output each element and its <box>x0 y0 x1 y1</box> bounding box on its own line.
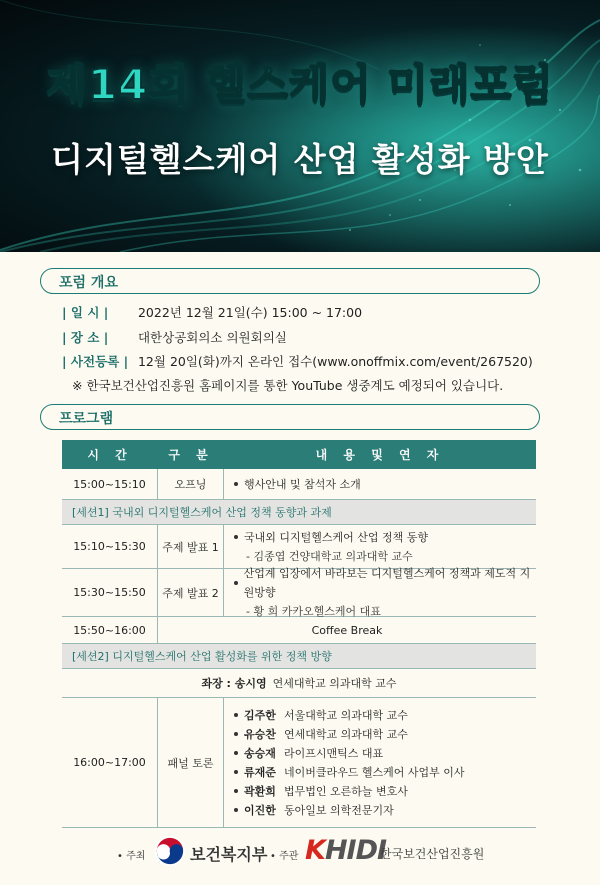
bullet-icon <box>234 482 238 486</box>
talk2-title: 산업계 입장에서 바라보는 디지털헬스케어 정책과 제도적 지원방향 <box>243 567 531 599</box>
panel-member-affiliation: 연세대학교 의과대학 교수 <box>284 727 408 741</box>
forum-title: 제14회 헬스케어 미래포럼 <box>46 60 554 109</box>
chair-label: 좌장 : 송시영 <box>201 677 267 690</box>
footer-organizers <box>0 822 600 885</box>
khidi-logo-k: K <box>305 835 325 866</box>
panel-member-name: 유승찬 <box>244 727 276 741</box>
panel-member <box>234 801 394 820</box>
banner-wave-graphic <box>0 0 600 252</box>
ministry-emblem-icon <box>154 835 186 867</box>
column-header-content: 내 용 및 연 자 <box>315 448 445 462</box>
bullet-icon <box>234 535 238 539</box>
bullet-icon <box>234 770 238 774</box>
panel-member-name: 김주한 <box>244 708 276 722</box>
break-content: Coffee Break <box>311 623 383 637</box>
panel-member <box>234 782 408 801</box>
organizer-label: • 주관 <box>270 851 299 862</box>
panel-member <box>234 763 465 782</box>
session1-title: [세션1] 국내외 디지털헬스케어 산업 정책 동향과 과제 <box>62 500 536 525</box>
bullet-icon <box>234 808 238 812</box>
overview-registration-value: 12월 20일(화)까지 온라인 접수(www.onoffmix.com/event/267520) <box>137 354 533 369</box>
session2-chair <box>62 669 536 698</box>
overview-heading: 포럼 개요 <box>59 275 118 291</box>
panel-member-name: 곽환희 <box>244 784 276 798</box>
chair-affiliation: 연세대학교 의과대학 교수 <box>272 677 397 690</box>
khidi-logo-rest: HIDI <box>324 835 387 866</box>
table-header <box>62 440 536 469</box>
opening-time: 15:00~15:10 <box>62 469 158 499</box>
talk1-type: 주제 발표 1 <box>158 525 224 568</box>
panel-members <box>224 698 536 827</box>
column-header-type: 구 분 <box>168 448 214 462</box>
panel-member <box>234 725 408 744</box>
talk2-type: 주제 발표 2 <box>158 569 224 616</box>
talk2-speaker: - 황 희 카카오헬스케어 대표 <box>246 605 381 618</box>
column-header-time: 시 간 <box>87 448 133 462</box>
panel-member-name: 류재준 <box>244 765 276 779</box>
panel-member-name: 송승재 <box>244 746 276 760</box>
break-time: 15:50~16:00 <box>62 617 158 643</box>
talk1-title: 국내외 디지털헬스케어 산업 정책 동향 <box>244 530 429 544</box>
program-heading-box <box>40 404 540 430</box>
forum-subtitle: 디지털헬스케어 산업 활성화 방안 <box>51 140 549 179</box>
bullet-icon <box>234 713 238 717</box>
opening-content: 행사안내 및 참석자 소개 <box>244 477 361 491</box>
panel-member-affiliation: 서울대학교 의과대학 교수 <box>284 708 408 722</box>
talk2-content-cell <box>224 569 536 616</box>
program-table <box>62 440 536 828</box>
overview-livestream-note: ※ 한국보건산업진흥원 홈페이지를 통한 YouTube 생중계도 예정되어 있습니다. <box>72 378 504 393</box>
table-row-panel <box>62 698 536 828</box>
session2-title: [세션2] 디지털헬스케어 산업 활성화를 위한 정책 방향 <box>62 644 536 669</box>
bullet-icon <box>234 732 238 736</box>
panel-member-name: 이진한 <box>244 803 276 817</box>
table-row-talk1 <box>62 525 536 569</box>
host-name: 보건복지부 <box>190 845 268 864</box>
overview-heading-box <box>40 268 540 294</box>
panel-time: 16:00~17:00 <box>62 698 158 827</box>
panel-member <box>234 744 383 763</box>
bullet-icon <box>234 581 238 585</box>
organizer-name: 한국보건산업진흥원 <box>380 847 485 861</box>
opening-type: 오프닝 <box>158 469 224 499</box>
header-banner <box>0 0 600 252</box>
overview-venue-label: | 장 소 | <box>62 330 109 345</box>
talk1-speaker: - 김종엽 건양대학교 의과대학 교수 <box>246 549 413 563</box>
talk1-content-cell <box>224 525 536 568</box>
panel-member-affiliation: 라이프시맨틱스 대표 <box>284 746 384 760</box>
panel-member-affiliation: 동아일보 의학전문기자 <box>284 803 394 817</box>
panel-member <box>234 706 408 725</box>
panel-type: 패널 토론 <box>158 698 224 827</box>
overview-venue-row <box>62 328 287 346</box>
bullet-icon <box>234 789 238 793</box>
overview-date-row <box>62 303 362 321</box>
panel-member-affiliation: 법무법인 오른하늘 변호사 <box>284 784 408 798</box>
opening-content-cell <box>224 469 536 499</box>
bullet-icon <box>234 751 238 755</box>
talk2-time: 15:30~15:50 <box>62 569 158 616</box>
program-heading: 프로그램 <box>59 411 114 427</box>
khidi-logo <box>305 835 386 866</box>
overview-date-label: | 일 시 | <box>62 305 109 320</box>
table-row-talk2 <box>62 569 536 617</box>
overview-registration-row <box>62 352 533 370</box>
host-label: • 주최 <box>117 851 146 862</box>
table-row-opening <box>62 469 536 500</box>
overview-date-value: 2022년 12월 21일(수) 15:00 ~ 17:00 <box>137 305 363 320</box>
table-row-break <box>62 617 536 644</box>
talk1-time: 15:10~15:30 <box>62 525 158 568</box>
overview-venue-value: 대한상공회의소 의원회의실 <box>137 330 287 345</box>
overview-registration-label: | 사전등록 | <box>62 354 129 369</box>
panel-member-affiliation: 네이버클라우드 헬스케어 사업부 이사 <box>284 765 465 779</box>
